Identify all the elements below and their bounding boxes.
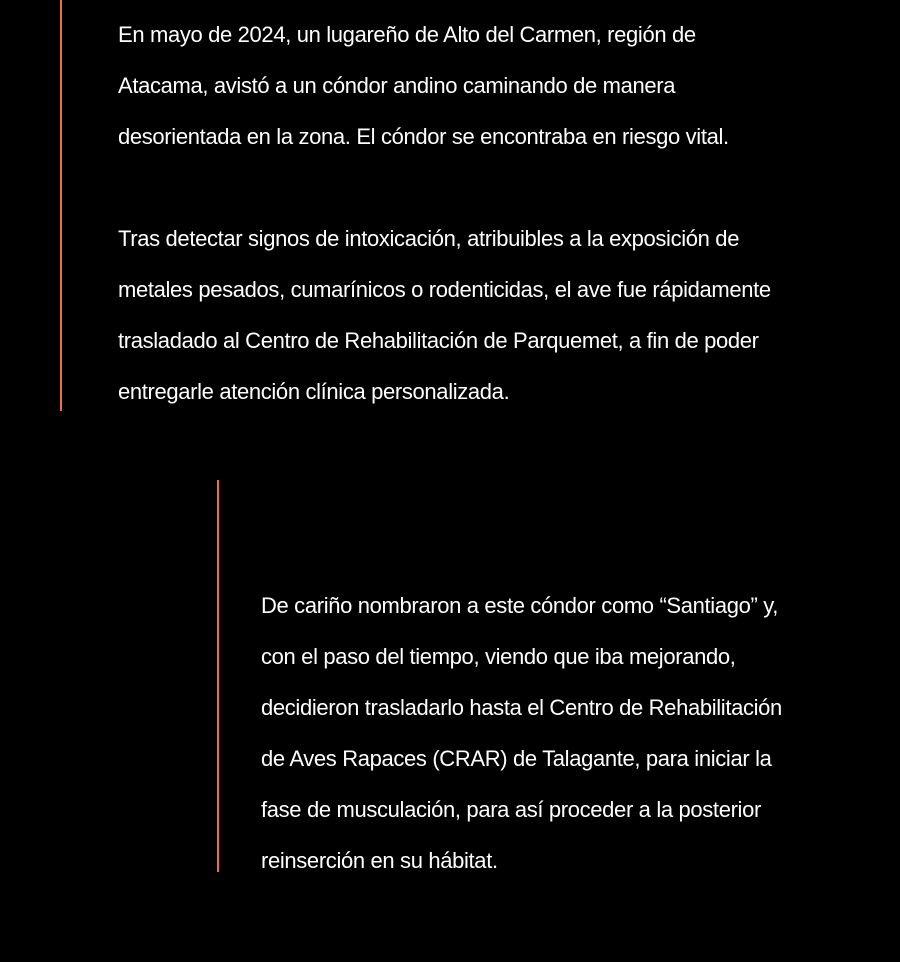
story-section-two [261,580,881,886]
paragraph-sighting: En mayo de 2024, un lugareño de Alto del Carmen, región de Atacama, avistó a un cóndor andino caminando de manera desorientada en la zona. El cóndor se encontraba en riesgo vital. [118,22,729,149]
paragraph-rehabilitation: De cariño nombraron a este cóndor como “Santiago” y, con el paso del tiempo, viendo que iba mejorando, decidieron trasladarlo hasta el Centro de Rehabilitación de Aves Rapaces (CRAR) de Talagante, para iniciar la fase de musculación, para así proceder a la posterior reinserción en su hábitat. [261,593,782,873]
accent-divider-left [60,0,62,411]
accent-divider-right [217,480,219,872]
paragraph-intoxication: Tras detectar signos de intoxicación, atribuibles a la exposición de metales pesados, cumarínicos o rodenticidas, el ave fue rápidamente trasladado al Centro de Rehabilitación de Parquemet, a fin de poder entregarle atención clínica personalizada. [118,226,771,404]
story-section-one [118,9,878,417]
